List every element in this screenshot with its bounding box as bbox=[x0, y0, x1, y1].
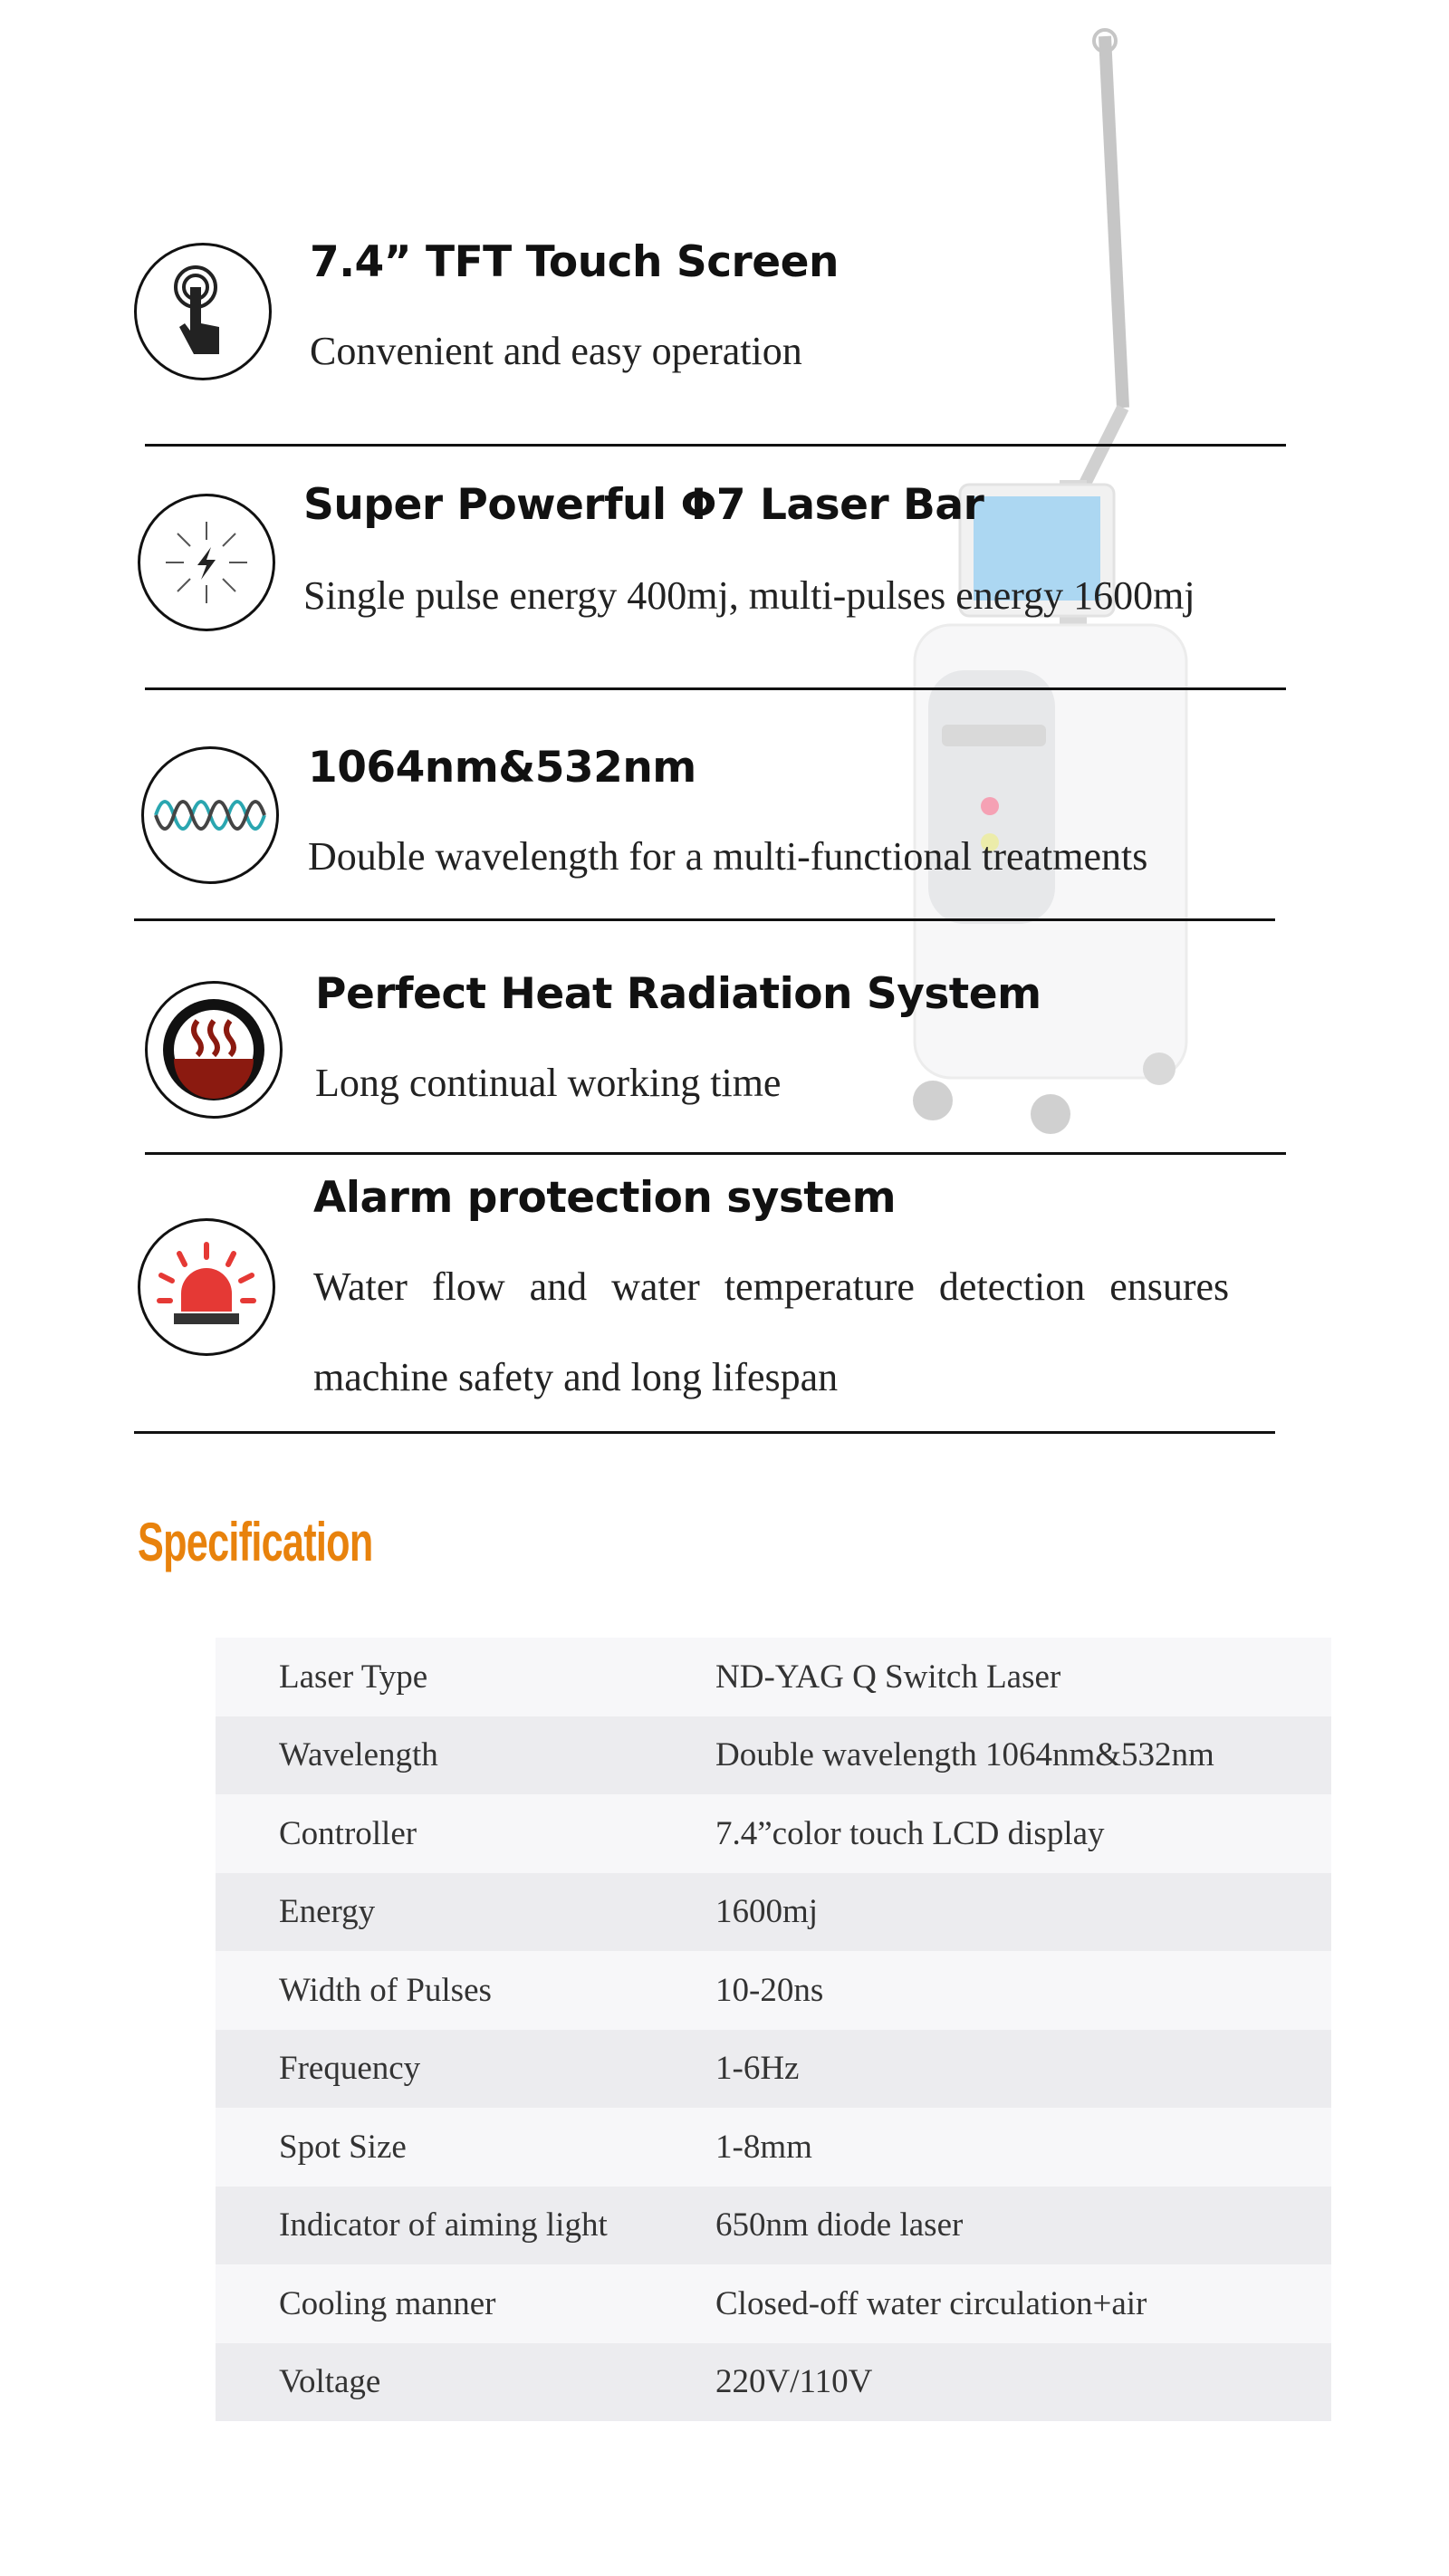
spec-label: Width of Pulses bbox=[279, 1971, 492, 2009]
table-row bbox=[216, 2030, 1331, 2109]
spec-value: 1600mj bbox=[715, 1893, 819, 1931]
spec-value: 650nm diode laser bbox=[715, 2206, 964, 2244]
spec-label: Indicator of aiming light bbox=[279, 2206, 608, 2244]
lightning-icon bbox=[138, 494, 275, 631]
feature-description: Double wavelength for a multi-functional treatments bbox=[308, 834, 1148, 879]
heat-icon bbox=[145, 981, 283, 1119]
spec-value: Closed-off water circulation+air bbox=[715, 2284, 1147, 2322]
table-row bbox=[216, 1951, 1331, 2030]
spec-value: 10-20ns bbox=[715, 1971, 824, 2009]
touch-screen-icon bbox=[134, 243, 272, 380]
spec-value: 1-6Hz bbox=[715, 2050, 800, 2088]
feature-description-line2: machine safety and long lifespan bbox=[313, 1355, 839, 1399]
spec-label: Energy bbox=[279, 1893, 376, 1931]
spec-value: 7.4”color touch LCD display bbox=[715, 1814, 1105, 1852]
divider bbox=[145, 1152, 1286, 1155]
divider bbox=[134, 918, 1275, 921]
feature-description: Water flow and water temperature detection ensures bbox=[313, 1264, 1230, 1309]
divider bbox=[145, 444, 1286, 447]
spec-value: 220V/110V bbox=[715, 2363, 873, 2401]
table-row bbox=[216, 1873, 1331, 1952]
spec-label: Wavelength bbox=[279, 1736, 438, 1774]
specification-heading: Specification bbox=[138, 1512, 373, 1572]
table-row bbox=[216, 1716, 1331, 1795]
specification-table bbox=[216, 1638, 1331, 2421]
divider bbox=[134, 1431, 1275, 1434]
feature-description: Convenient and easy operation bbox=[310, 329, 802, 373]
wave-icon bbox=[141, 746, 279, 884]
feature-title: Super Powerful Φ7 Laser Bar bbox=[303, 480, 984, 530]
spec-label: Controller bbox=[279, 1814, 417, 1852]
spec-label: Voltage bbox=[279, 2363, 381, 2401]
spec-label: Cooling manner bbox=[279, 2284, 496, 2322]
feature-title: Perfect Heat Radiation System bbox=[315, 969, 1041, 1019]
table-row bbox=[216, 1794, 1331, 1873]
spec-label: Frequency bbox=[279, 2050, 421, 2088]
divider bbox=[145, 687, 1286, 690]
spec-value: ND-YAG Q Switch Laser bbox=[715, 1658, 1061, 1696]
table-row bbox=[216, 2264, 1331, 2343]
feature-title: Alarm protection system bbox=[313, 1173, 897, 1223]
feature-description: Single pulse energy 400mj, multi-pulses energy 1600mj bbox=[303, 573, 1195, 618]
alarm-icon bbox=[138, 1218, 275, 1356]
table-row bbox=[216, 2343, 1331, 2422]
table-row bbox=[216, 1638, 1331, 1716]
spec-value: Double wavelength 1064nm&532nm bbox=[715, 1736, 1214, 1774]
feature-description: Long continual working time bbox=[315, 1061, 782, 1105]
spec-value: 1-8mm bbox=[715, 2128, 812, 2166]
table-row bbox=[216, 2108, 1331, 2187]
feature-title: 7.4” TFT Touch Screen bbox=[310, 237, 839, 287]
spec-label: Spot Size bbox=[279, 2128, 407, 2166]
spec-label: Laser Type bbox=[279, 1658, 428, 1696]
table-row bbox=[216, 2187, 1331, 2265]
feature-title: 1064nm&532nm bbox=[308, 743, 696, 793]
